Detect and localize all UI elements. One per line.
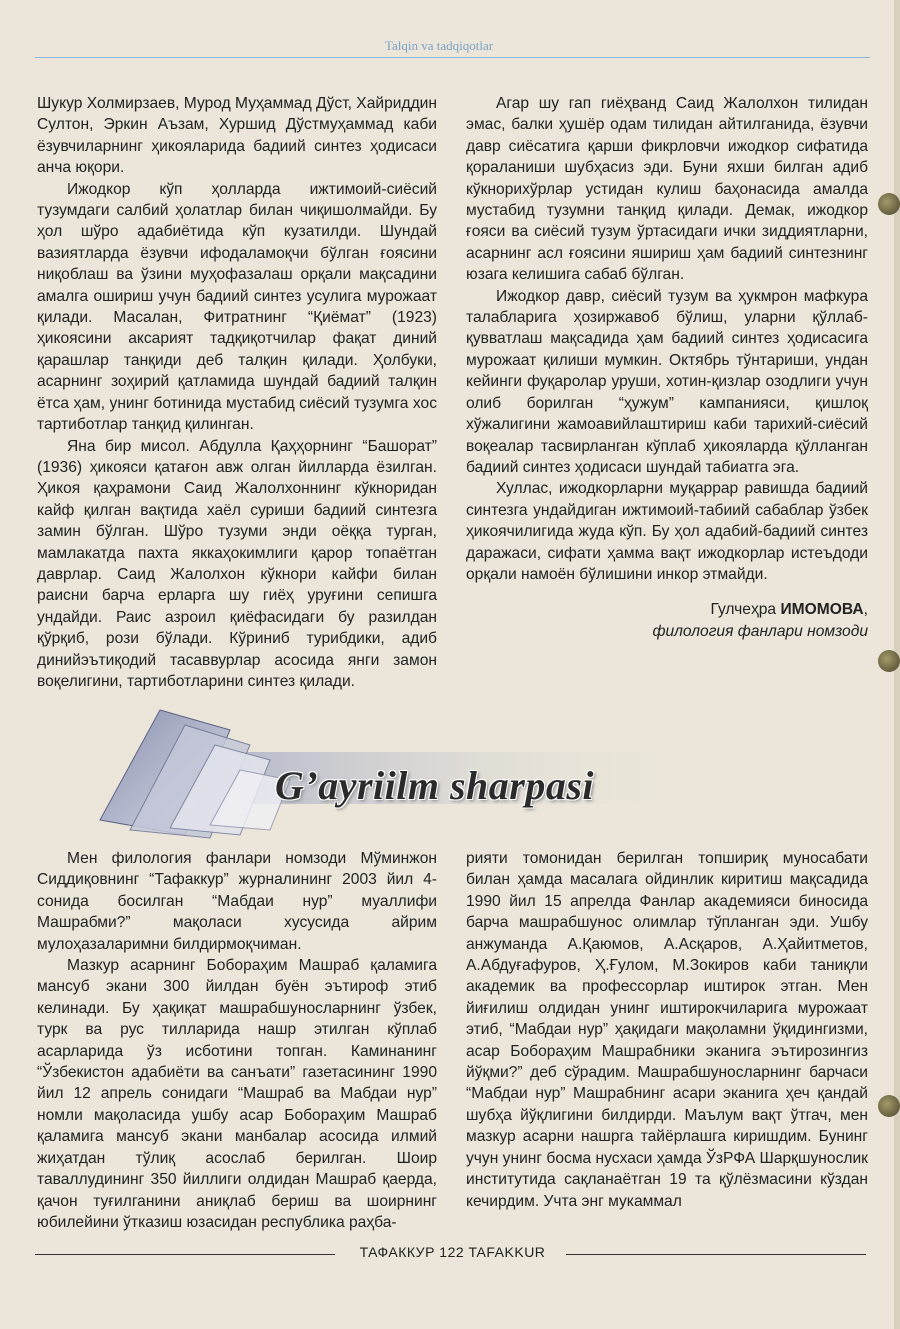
author-first-name: Гулчеҳра [710,601,777,619]
binding-rivet [878,650,900,672]
article2-title: G’ayriilm sharpasi [275,763,595,808]
paragraph: Мазкур асарнинг Бобораҳим Машраб қаламига мансуб экани 300 йилдан буён эътироф этиб келинади. Бу ҳақиқат машрабшуносларнинг ўзбек, турк ва рус тилларида нашр этилган кўплаб асарларида ўз исботини топган. Каминанинг “Ўзбекистон адабиёти ва санъати” газетасининг 1990 йил 12 апрель сонидаги “Машраб ва Мабдаи нур” номли мақоласида ушбу асар Бобораҳим Машраб қаламига мансуб экани манбалар асосида илмий жиҳатдан тўлиқ асослаб берилган. Шоир таваллудининг 350 йиллиги олдидан Машраб қаерда, қачон туғилганини аниқлаб бериш ва шоирнинг юбилейини ўтказиш юзасидан республика раҳба- [37,957,437,1231]
article1-right-column [466,93,868,642]
running-head: Talqin va tadqiqotlar [385,38,494,53]
paragraph: Ижодкор давр, сиёсий тузум ва ҳукмрон мафкура талабларига ҳозиржавоб бўлиш, уларни қўллаб-қувватлаш мақсадида ҳам бадиий синтез ҳодисасига мурожаат қилиши мумкин. Октябрь тўнтариши, ундан кейинги фуқаролар уруши, хотин-қизлар озодлиги учун олиб борилган “ҳужум” кампанияси, қишлоқ хўжалигини жамоавийлаштириш каби тарихий-сиёсий воқеалар тасвирланган кўплаб ҳикояларда қўлланган бадиий синтез ҳодисаси шундай табиатга эга. [466,287,868,476]
article1-left-column [37,93,437,692]
paragraph: Шукур Холмирзаев, Мурод Муҳаммад Дўст, Хайриддин Султон, Эркин Аъзам, Хуршид Дўстмуҳаммад каби ёзувчиларнинг ҳикояларида бадиий синтез ҳодисаси анча юқори. [37,95,437,177]
footer-rule [566,1254,866,1255]
article2-right-column [466,848,868,1212]
binding-rivet [878,193,900,215]
header-rule [35,57,870,58]
paragraph: Ижодкор кўп ҳолларда ижтимоий-сиёсий тузумдаги салбий ҳолатлар билан чиқишолмайди. Бу ҳол шўро адабиётида кўп кузатилди. Шундай вазиятларда ёзувчи ифодаламоқчи бўлган ғоясини ниқоблаш ва ўзини муҳофазалаш орқали мақсадини амалга ошириш учун бадиий синтез усулига мурожаат қилади. Масалан, Фитратнинг “Қиёмат” (1923) ҳикоясини аксарият тадқиқотчилар фақат диний қарашлар танқиди деб талқин қилади. Ҳолбуки, асарнинг зоҳирий қатламида шундай бадиий талқин ётса ҳам, унинг ботинида мустабид сиёсий тузумга хос тартиботлар танқид қилинган. [37,180,437,434]
paragraph: Мен филология фанлари номзоди Мўминжон Сиддиқовнинг “Тафаккур” журналининг 2003 йил 4-сонида босилган “Мабдаи нур” муаллифи Машрабми?” мақоласи хусусида айрим мулоҳазаларимни билдирмоқчиман. [37,850,437,953]
author-signature: Гулчеҳра ИМОМОВА, [710,601,868,619]
author-title: филология фанлари номзоди [652,622,868,640]
article2-left-column [37,848,437,1233]
paragraph: рияти томонидан берилган топшириқ муносабати билан ҳамда масалага ойдинлик киритиш мақсадида 1990 йил 15 апрелда Фанлар академияси биносида барча машрабшунос олимлар тўпланган эди. Ушбу анжуманда А.Қаюмов, А.Асқаров, А.Ҳайитметов, А.Абдуғафуров, Ҳ.Ғулом, М.Зокиров каби таниқли академик ва профессорлар иштирок этган. Мен йиғилиш олдидан унинг иштирокчиларига мурожаат этиб, “Мабдаи нур” ҳақидаги мақоламни ўқидингизми, асар Бобораҳим Машрабники эканига эътирозингиз йўқми?” деб сўрадим. Машрабшуносларнинг барчаси “Мабдаи нур” Машрабнинг асари эканига ҳеч қандай шубҳа йўқлигини билдирди. Маълум вақт ўтгач, мен мазкур асарни нашрга тайёрлашга киришдим. Бунинг учун унинг босма нусхаси ҳамда ЎзРФА Шарқшунослик институтида сақланаётган 19 та қўлёзмасини кўздан кечирдим. Учта энг мукаммал [466,850,869,1210]
binding-rivet [878,1095,900,1117]
footer-rule [35,1254,335,1255]
author-last-name: ИМОМОВА [780,601,864,619]
paragraph: Агар шу гап гиёҳванд Саид Жалолхон тилидан эмас, балки ҳушёр одам тилидан айтилганида, ёзувчи давр сиёсатига қарши фикрловчи ижодкор сифатида қораланиши шубҳасиз эди. Буни яхши билган адиб кўкнорихўрлар устидан кулиш баҳонасида амалда мустабид тузумни танқид қилади. Демак, ижодкор ғояси ва сиёсий тузум ўртасидаги ички зиддиятларни, асарнинг асл ғоясини яшириш ҳам бадиий синтезнинг юзага келишига сабаб бўлган. [466,95,868,284]
paragraph: Хуллас, ижодкорларни муқаррар равишда бадиий синтезга ундайдиган ижтимоий-табиий сабаблар ўзбек ҳикоячилигида жуда кўп. Бу ҳол адабий-бадиий синтез даражаси, сифати ҳамма вақт ижодкорлар истеъдоди орқали намоён бўлишини инкор этмайди. [466,480,868,583]
paragraph: Яна бир мисол. Абдулла Қаҳҳорнинг “Башорат” (1936) ҳикояси қатағон авж олган йилларда ёзилган. Ҳикоя қаҳрамони Саид Жалолхоннинг кўкноридан кайф қилган вақтида хаёл суриши бадиий синтезга замин бўлган. Шўро тузуми энди оёққа турган, мамлакатда пахта яккаҳокимлиги қарор топаётган даврлар. Саид Жалолхон кўкнори кайфи билан раисни барча ерларга шу гиёҳ уруғини сепишга ундайди. Раис азроил қиёфасидаги бу разилдан қўрқиб, рози бўлади. Кўриниб турибдики, адиб динийэътиқодий тасаввурлар асосида янги замон воқелигини, тартиботларини синтез қилади. [37,437,437,690]
page-footer: ТАФАККУР 122 TAFAKKUR [359,1244,546,1260]
